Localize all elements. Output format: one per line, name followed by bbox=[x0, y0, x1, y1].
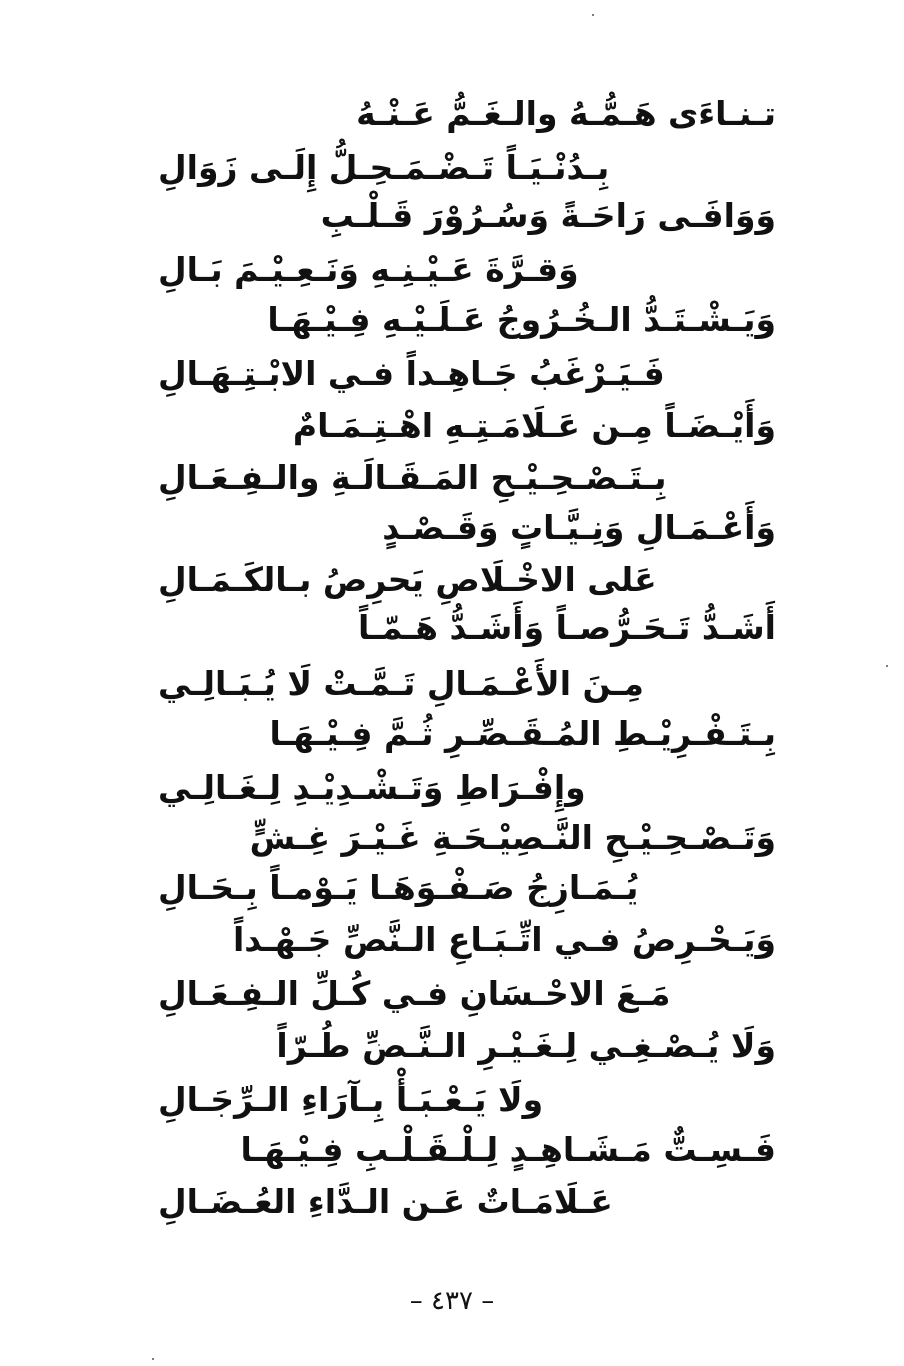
verse-line: فَـسِـتٌّ مَـشَـاهِـدٍ لِـلْـقَـلْـبِ فِـيْـهَـا bbox=[240, 1130, 776, 1169]
speck bbox=[886, 665, 888, 667]
speck bbox=[152, 1358, 154, 1360]
verse-line: بِـتَـصْـحِـيْـحِ المَـقَـالَـةِ والـفِـعَـالِ bbox=[158, 458, 667, 497]
verse-line: أَشَـدُّ تَـحَـرُّصـاً وَأَشَـدُّ هَـمّـاً bbox=[358, 608, 776, 647]
verse-line: وَيَـحْـرِصُ فـي اتِّـبَـاعِ الـنَّصِّ جَـهْـداً bbox=[232, 920, 776, 959]
verse-line: وَقـرَّةَ عَـيْـنِـهِ وَنَـعِـيْـمَ بَـالِ bbox=[158, 250, 579, 289]
verse-line: وَأَيْـضَـاً مِـن عَـلَامَـتِـهِ اهْـتِـمَـامٌ bbox=[292, 406, 776, 445]
verse-line: وَتَـصْـحِـيْـحِ النَّـصِيْـحَـةِ غَـيْـرَ غِـشٍّ bbox=[249, 818, 776, 857]
verse-line: يُـمَـازِجُ صَـفْـوَهَـا يَـوْمـاً بِـحَـالِ bbox=[158, 868, 639, 907]
verse-line: ولَا يَـعْـبَـأْ بِـآرَاءِ الـرِّجَـالِ bbox=[158, 1080, 544, 1119]
verse-line: تـنـاءَى هَـمُّـهُ والـغَـمُّ عَـنْـهُ bbox=[356, 94, 776, 133]
verse-line: بِـدُنْـيَـاً تَـضْـمَـحِـلُّ إِلَـى زَوَالِ bbox=[158, 148, 610, 187]
page-number: – ٤٣٧ – bbox=[409, 1286, 495, 1316]
verse-line: وإِفْـرَاطِ وَتَـشْـدِيْـدِ لِـغَـالِـي bbox=[158, 768, 586, 807]
verse-line: بِـتَـفْـرِيْـطِ المُـقَـصِّـرِ ثُـمَّ فِـيْـهَـا bbox=[269, 714, 776, 753]
verse-line: مِـنَ الأَعْـمَـالِ تَـمَّـتْ لَا يُـبَـالِـي bbox=[158, 664, 644, 703]
verse-line: عَـلَامَـاتٌ عَـن الـدَّاءِ العُـضَـالِ bbox=[158, 1182, 613, 1221]
verse-line: مَـعَ الاحْـسَانِ فـي كُـلِّ الـفِـعَـالِ bbox=[158, 974, 671, 1013]
verse-line: وَأَعْـمَـالِ وَنِـيَّـاتٍ وَقَـصْـدٍ bbox=[382, 508, 776, 547]
verse-line: فَـيَـرْغَبُ جَـاهِـداً فـي الابْـتِـهَـالِ bbox=[158, 354, 665, 393]
speck bbox=[592, 14, 594, 16]
verse-line: عَلى الاخْـلَاصِ يَحرِصُ بـالكَـمَـالِ bbox=[158, 560, 657, 599]
verse-line: وَيَـشْـتَـدُّ الـخُـرُوجُ عَـلَـيْـهِ فِـيْـهَـا bbox=[267, 300, 776, 339]
verse-line: وَلَا يُـصْـغِـي لِـغَـيْـرِ الـنَّـصِّ طُـرّاً bbox=[276, 1026, 776, 1065]
verse-line: وَوَافَـى رَاحَـةً وَسُـرُوْرَ قَـلْـبِ bbox=[320, 196, 776, 235]
